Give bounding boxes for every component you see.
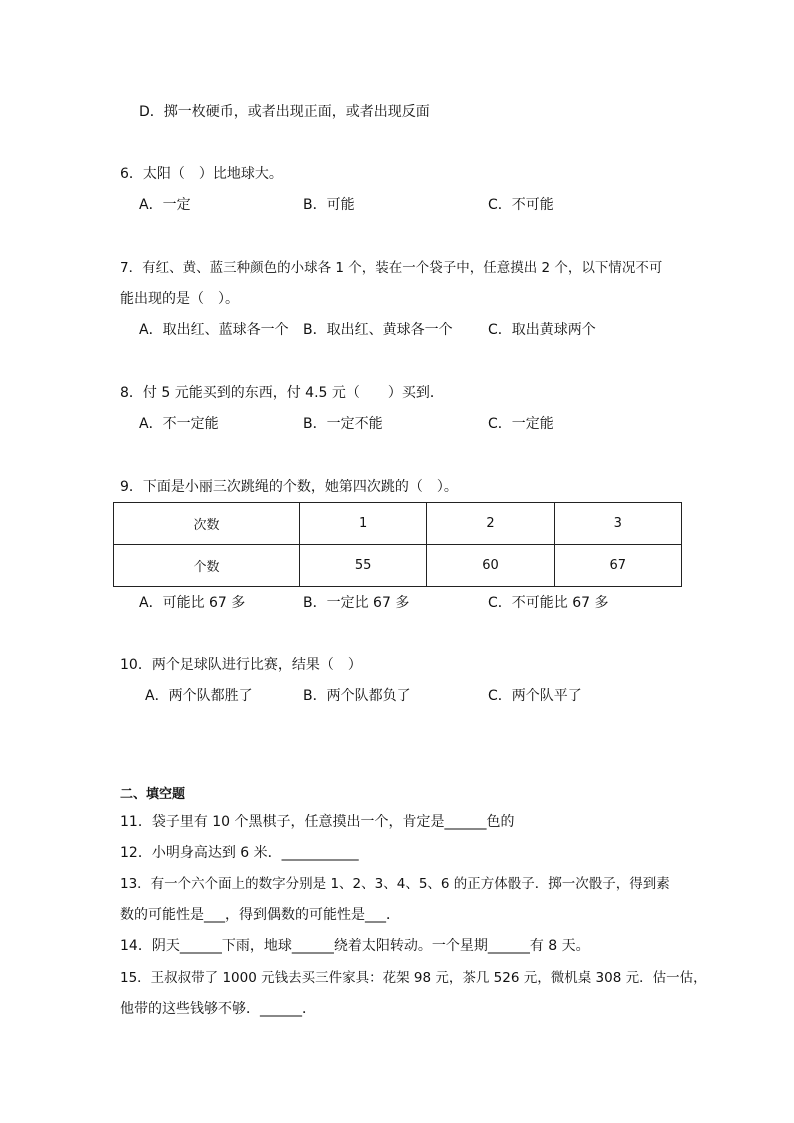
q6-stem: 6．太阳（ ）比地球大。 <box>120 166 283 182</box>
q10-option-c: C．两个队平了 <box>488 688 582 704</box>
q7-stem-line1: 7．有红、黄、蓝三种颜色的小球各 1 个，装在一个袋子中，任意摸出 2 个，以下情况不可 <box>120 260 663 276</box>
q13-line2: 数的可能性是___，得到偶数的可能性是___． <box>120 907 400 923</box>
table-row <box>114 545 682 587</box>
table-cell: 次数 <box>114 503 300 545</box>
q10-stem: 10．两个足球队进行比赛，结果（ ） <box>120 657 362 673</box>
table-row <box>114 503 682 545</box>
q7-stem-line2: 能出现的是（ ）。 <box>120 291 239 307</box>
q12: 12．小明身高达到 6 米．___________ <box>120 845 359 861</box>
section-title: 二、填空题 <box>120 787 186 802</box>
q9-option-a: A．可能比 67 多 <box>139 595 246 611</box>
table-cell: 67 <box>554 545 681 587</box>
table-cell: 3 <box>554 503 681 545</box>
table-cell: 1 <box>299 503 426 545</box>
q9-option-b: B．一定比 67 多 <box>303 595 410 611</box>
q5-option-d: D．掷一枚硬币，或者出现正面，或者出现反面 <box>139 104 430 120</box>
q7-option-b: B．取出红、黄球各一个 <box>303 322 453 338</box>
table-cell: 个数 <box>114 545 300 587</box>
q14: 14．阴天______下雨，地球______绕着太阳转动。一个星期______有 8 天。 <box>120 938 590 954</box>
q15-line2: 他带的这些钱够不够．______． <box>120 1001 316 1017</box>
q8-option-c: C．一定能 <box>488 416 554 432</box>
q6-option-c: C．不可能 <box>488 197 554 213</box>
q11: 11．袋子里有 10 个黑棋子，任意摸出一个，肯定是______色的 <box>120 814 515 830</box>
q6-option-a: A．一定 <box>139 197 191 213</box>
q8-option-a: A．不一定能 <box>139 416 219 432</box>
q8-option-b: B．一定不能 <box>303 416 383 432</box>
q8-stem: 8．付 5 元能买到的东西，付 4.5 元（ ）买到． <box>120 385 444 401</box>
q6-option-b: B．可能 <box>303 197 355 213</box>
q9-option-c: C．不可能比 67 多 <box>488 595 609 611</box>
q9-stem: 9．下面是小丽三次跳绳的个数，她第四次跳的（ ）。 <box>120 479 458 495</box>
q13-line1: 13．有一个六个面上的数字分别是 1、2、3、4、5、6 的正方体骰子．掷一次骰子，得到素 <box>120 876 670 892</box>
table-cell: 2 <box>427 503 554 545</box>
q10-option-a: A．两个队都胜了 <box>145 688 253 704</box>
table-cell: 55 <box>299 545 426 587</box>
q15-line1: 15．王叔叔带了 1000 元钱去买三件家具：花架 98 元，茶几 526 元，微机桌 308 元．估一估， <box>120 970 707 986</box>
q9-table <box>113 502 682 587</box>
q10-option-b: B．两个队都负了 <box>303 688 411 704</box>
q7-option-c: C．取出黄球两个 <box>488 322 596 338</box>
q7-option-a: A．取出红、蓝球各一个 <box>139 322 289 338</box>
table-cell: 60 <box>427 545 554 587</box>
